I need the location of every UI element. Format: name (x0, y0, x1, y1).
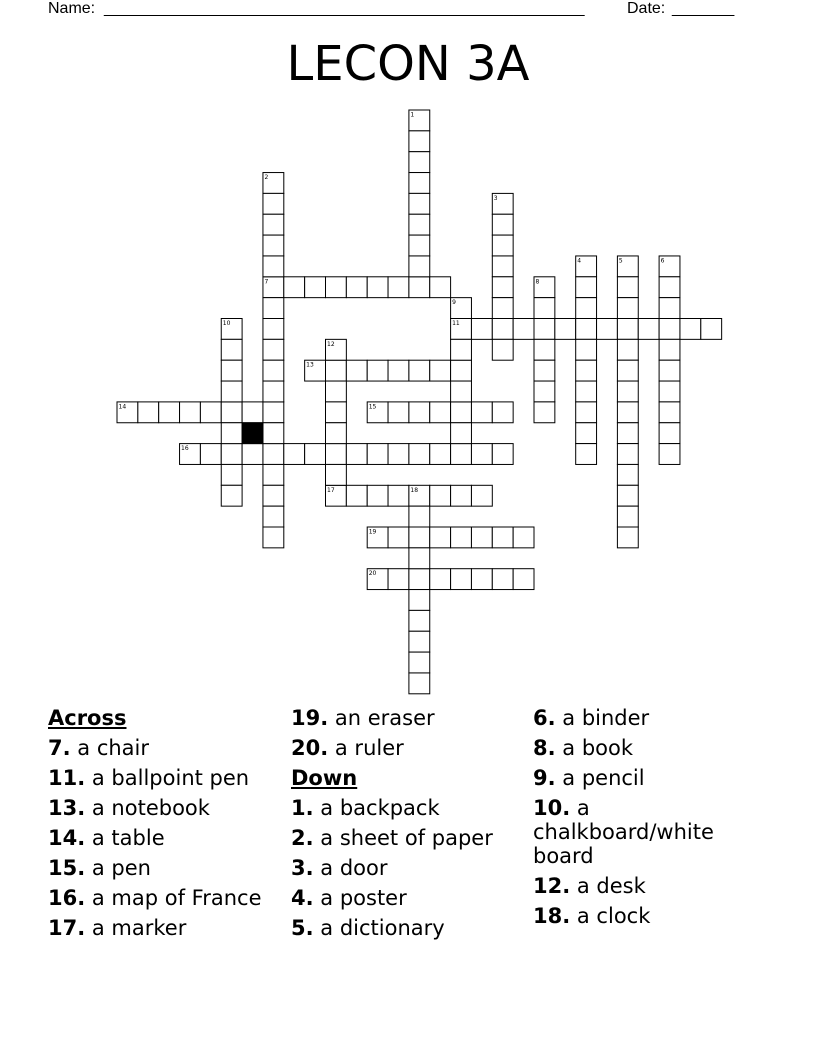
grid-cell[interactable] (263, 444, 284, 465)
grid-cell[interactable] (513, 527, 534, 548)
grid-cell[interactable] (326, 464, 347, 485)
grid-cell[interactable] (617, 402, 638, 423)
grid-cell[interactable] (221, 360, 242, 381)
grid-cell[interactable] (367, 444, 388, 465)
grid-cell[interactable] (367, 527, 388, 548)
grid-cell[interactable] (471, 319, 492, 340)
cell-number: 18 (410, 486, 419, 494)
grid-cell[interactable] (451, 444, 472, 465)
grid-cell[interactable] (409, 485, 430, 506)
grid-cell[interactable] (492, 235, 513, 256)
grid-cell[interactable] (617, 256, 638, 277)
grid-cell[interactable] (263, 339, 284, 360)
grid-cell[interactable] (451, 423, 472, 444)
grid-cell[interactable] (451, 339, 472, 360)
grid-cell[interactable] (576, 256, 597, 277)
grid-cell[interactable] (471, 569, 492, 590)
grid-cell[interactable] (263, 402, 284, 423)
grid-cell[interactable] (346, 444, 367, 465)
grid-cell[interactable] (430, 402, 451, 423)
clue-number: 3. (291, 856, 314, 880)
clue-text: a notebook (91, 796, 210, 820)
clue-number: 4. (291, 886, 314, 910)
clues-column-1 (48, 703, 283, 943)
grid-cell[interactable] (117, 402, 138, 423)
cell-number: 13 (306, 361, 314, 369)
grid-cell[interactable] (263, 235, 284, 256)
down-clue (291, 793, 526, 823)
grid-cell[interactable] (576, 402, 597, 423)
grid-cell[interactable] (221, 423, 242, 444)
grid-cell[interactable] (284, 277, 305, 298)
grid-cell[interactable] (388, 444, 409, 465)
grid-cell[interactable] (346, 485, 367, 506)
grid-cell[interactable] (367, 402, 388, 423)
grid-cell[interactable] (221, 319, 242, 340)
clue-number: 15. (48, 856, 86, 880)
grid-cell[interactable] (409, 235, 430, 256)
clue-number: 7. (48, 736, 71, 760)
grid-cell[interactable] (492, 277, 513, 298)
clues-column-2 (291, 703, 526, 943)
grid-cell[interactable] (534, 298, 555, 319)
grid-cell[interactable] (263, 298, 284, 319)
name-field-line[interactable]: ______________________________________________________ (104, 0, 585, 17)
clue-number: 19. (291, 706, 329, 730)
grid-cell[interactable] (492, 444, 513, 465)
grid-cell[interactable] (430, 485, 451, 506)
clue-number: 8. (533, 736, 556, 760)
grid-cell[interactable] (534, 339, 555, 360)
grid-cell[interactable] (680, 319, 701, 340)
grid-cell[interactable] (659, 256, 680, 277)
clue-number: 14. (48, 826, 86, 850)
grid-cell[interactable] (451, 402, 472, 423)
grid-cell[interactable] (659, 444, 680, 465)
grid-cell[interactable] (388, 402, 409, 423)
across-clue (48, 823, 283, 853)
black-square (242, 423, 263, 444)
cell-number: 19 (368, 528, 377, 536)
grid-cell[interactable] (367, 360, 388, 381)
grid-cell[interactable] (471, 444, 492, 465)
cell-number: 10 (222, 320, 231, 327)
grid-cell[interactable] (305, 277, 326, 298)
grid-cell[interactable] (242, 402, 263, 423)
grid-cell[interactable] (263, 423, 284, 444)
grid-cell[interactable] (305, 360, 326, 381)
grid-cell[interactable] (659, 360, 680, 381)
clue-text: a binder (562, 706, 650, 730)
grid-cell[interactable] (576, 444, 597, 465)
grid-cell[interactable] (617, 485, 638, 506)
down-heading: Down (291, 766, 358, 790)
cell-number: 14 (118, 403, 127, 411)
cell-number: 8 (535, 278, 540, 286)
grid-cell[interactable] (492, 527, 513, 548)
down-clue (291, 823, 526, 853)
grid-cell[interactable] (221, 339, 242, 360)
grid-cell[interactable] (659, 423, 680, 444)
clue-text: a map of France (91, 886, 262, 910)
grid-cell[interactable] (263, 256, 284, 277)
grid-cell[interactable] (701, 319, 722, 340)
grid-cell[interactable] (492, 214, 513, 235)
clue-number: 1. (291, 796, 314, 820)
clue-number: 5. (291, 916, 314, 940)
clue-number: 9. (533, 766, 556, 790)
grid-cell[interactable] (471, 527, 492, 548)
grid-cell[interactable] (430, 444, 451, 465)
clue-text: a sheet of paper (320, 826, 493, 850)
grid-cell[interactable] (388, 360, 409, 381)
down-clue (533, 901, 768, 931)
grid-cell[interactable] (409, 444, 430, 465)
cell-number: 1 (410, 111, 415, 119)
clue-text: a table (91, 826, 165, 850)
grid-cell[interactable] (200, 402, 221, 423)
grid-cell[interactable] (617, 381, 638, 402)
clue-text: a chalkboard/white board (533, 796, 714, 868)
grid-cell[interactable] (180, 444, 201, 465)
grid-cell[interactable] (492, 402, 513, 423)
grid-cell[interactable] (513, 319, 534, 340)
grid-cell[interactable] (409, 631, 430, 652)
clue-number: 18. (533, 904, 571, 928)
grid-cell[interactable] (409, 652, 430, 673)
grid-cell[interactable] (263, 506, 284, 527)
clue-number: 6. (533, 706, 556, 730)
clue-text: a clock (576, 904, 651, 928)
across-clue (48, 763, 283, 793)
grid-cell[interactable] (367, 569, 388, 590)
grid-cell[interactable] (159, 402, 180, 423)
grid-cell[interactable] (492, 319, 513, 340)
grid-cell[interactable] (263, 360, 284, 381)
down-clue (533, 871, 768, 901)
clue-number: 10. (533, 796, 571, 820)
grid-cell[interactable] (409, 569, 430, 590)
clue-text: a chair (77, 736, 150, 760)
grid-cell[interactable] (513, 569, 534, 590)
grid-cell[interactable] (326, 381, 347, 402)
date-field-line[interactable]: _______ (672, 0, 735, 17)
clue-text: a poster (320, 886, 407, 910)
grid-cell[interactable] (221, 444, 242, 465)
cell-number: 11 (452, 320, 460, 327)
page-title: LECON 3A (286, 36, 530, 92)
clue-text: a desk (576, 874, 646, 898)
grid-cell[interactable] (326, 423, 347, 444)
grid-cell[interactable] (409, 506, 430, 527)
grid-cell[interactable] (388, 527, 409, 548)
clue-text: a ruler (334, 736, 404, 760)
grid-cell[interactable] (367, 485, 388, 506)
grid-cell[interactable] (430, 360, 451, 381)
clue-text: an eraser (334, 706, 435, 730)
down-clue (291, 883, 526, 913)
grid-cell[interactable] (346, 277, 367, 298)
clue-text: a door (320, 856, 388, 880)
cell-number: 4 (577, 257, 582, 265)
clue-number: 16. (48, 886, 86, 910)
cell-number: 6 (660, 257, 665, 265)
grid-cell[interactable] (263, 193, 284, 214)
grid-cell[interactable] (242, 444, 263, 465)
grid-cell[interactable] (659, 381, 680, 402)
grid-cell[interactable] (534, 277, 555, 298)
grid-cell[interactable] (367, 277, 388, 298)
grid-cell[interactable] (409, 277, 430, 298)
down-clue (533, 793, 768, 871)
cell-number: 9 (452, 299, 456, 307)
grid-cell[interactable] (659, 339, 680, 360)
grid-cell[interactable] (430, 569, 451, 590)
clue-text: a pen (91, 856, 151, 880)
grid-cell[interactable] (263, 277, 284, 298)
grid-cell[interactable] (492, 569, 513, 590)
grid-cell[interactable] (451, 485, 472, 506)
grid-cell[interactable] (597, 319, 618, 340)
grid-cell[interactable] (409, 402, 430, 423)
grid-cell[interactable] (326, 402, 347, 423)
across-clue (48, 913, 283, 943)
grid-cell[interactable] (576, 339, 597, 360)
grid-cell[interactable] (409, 548, 430, 569)
grid-cell[interactable] (221, 402, 242, 423)
grid-cell[interactable] (451, 381, 472, 402)
clue-number: 17. (48, 916, 86, 940)
grid-cell[interactable] (263, 214, 284, 235)
grid-cell[interactable] (409, 360, 430, 381)
down-clue (533, 703, 768, 733)
down-clue (291, 913, 526, 943)
grid-cell[interactable] (263, 464, 284, 485)
grid-cell[interactable] (638, 319, 659, 340)
cell-number: 20 (368, 570, 377, 578)
grid-cell[interactable] (326, 485, 347, 506)
grid-cell[interactable] (388, 485, 409, 506)
cell-number: 5 (618, 257, 623, 265)
grid-cell[interactable] (617, 277, 638, 298)
clue-number: 11. (48, 766, 86, 790)
cell-number: 2 (264, 174, 269, 182)
grid-cell[interactable] (471, 402, 492, 423)
name-label: Name: (48, 0, 96, 17)
across-clue (291, 733, 526, 763)
grid-cell[interactable] (492, 193, 513, 214)
grid-cell[interactable] (326, 444, 347, 465)
clue-number: 2. (291, 826, 314, 850)
down-clue (533, 733, 768, 763)
grid-cell[interactable] (409, 131, 430, 152)
grid-cell[interactable] (221, 464, 242, 485)
grid-cell[interactable] (659, 277, 680, 298)
grid-cell[interactable] (409, 173, 430, 194)
grid-cell[interactable] (409, 673, 430, 694)
clue-number: 20. (291, 736, 329, 760)
grid-cell[interactable] (430, 527, 451, 548)
grid-cell[interactable] (451, 319, 472, 340)
grid-cell[interactable] (659, 298, 680, 319)
cell-number: 16 (181, 445, 189, 453)
grid-cell[interactable] (221, 381, 242, 402)
date-label: Date: (627, 0, 666, 17)
grid-cell[interactable] (263, 381, 284, 402)
grid-cell[interactable] (576, 381, 597, 402)
grid-cell[interactable] (263, 527, 284, 548)
clue-number: 12. (533, 874, 571, 898)
clue-text: a book (562, 736, 634, 760)
cell-number: 7 (264, 278, 269, 286)
grid-cell[interactable] (305, 444, 326, 465)
grid-cell[interactable] (388, 277, 409, 298)
grid-cell[interactable] (284, 444, 305, 465)
grid-cell[interactable] (409, 590, 430, 611)
grid-cell[interactable] (409, 152, 430, 173)
grid-cell[interactable] (576, 423, 597, 444)
cell-number: 17 (327, 486, 335, 494)
grid-cell[interactable] (617, 464, 638, 485)
grid-cell[interactable] (409, 214, 430, 235)
grid-cell[interactable] (492, 339, 513, 360)
grid-cell[interactable] (138, 402, 159, 423)
clue-text: a ballpoint pen (91, 766, 250, 790)
across-clue (291, 703, 526, 733)
grid-cell[interactable] (451, 298, 472, 319)
clue-text: a backpack (320, 796, 440, 820)
grid-cell[interactable] (326, 360, 347, 381)
grid-cell[interactable] (409, 610, 430, 631)
grid-cell[interactable] (576, 360, 597, 381)
grid-cell[interactable] (326, 277, 347, 298)
grid-cell[interactable] (617, 298, 638, 319)
grid-cell[interactable] (617, 319, 638, 340)
grid-cell[interactable] (534, 381, 555, 402)
across-heading: Across (48, 706, 127, 730)
grid-cell[interactable] (388, 569, 409, 590)
clue-text: a marker (91, 916, 187, 940)
clues-column-3 (533, 703, 768, 931)
clue-number: 13. (48, 796, 86, 820)
clue-text: a dictionary (320, 916, 445, 940)
grid-cell[interactable] (409, 193, 430, 214)
grid-cell[interactable] (221, 485, 242, 506)
grid-cell[interactable] (555, 319, 576, 340)
grid-cell[interactable] (617, 339, 638, 360)
grid-cell[interactable] (534, 360, 555, 381)
grid-cell[interactable] (326, 339, 347, 360)
cell-number: 3 (493, 194, 498, 202)
down-clue (291, 853, 526, 883)
grid-cell[interactable] (263, 173, 284, 194)
across-clue (48, 793, 283, 823)
grid-cell[interactable] (200, 444, 221, 465)
grid-cell[interactable] (409, 256, 430, 277)
grid-cell[interactable] (263, 485, 284, 506)
grid-cell[interactable] (617, 506, 638, 527)
clue-text: a pencil (562, 766, 645, 790)
grid-cell[interactable] (263, 319, 284, 340)
grid-cell[interactable] (409, 527, 430, 548)
grid-cell[interactable] (659, 319, 680, 340)
grid-cell[interactable] (492, 298, 513, 319)
grid-cell[interactable] (451, 527, 472, 548)
grid-cell[interactable] (617, 360, 638, 381)
grid-cell[interactable] (576, 298, 597, 319)
cell-number: 12 (327, 340, 335, 348)
grid-cell[interactable] (576, 319, 597, 340)
grid-cell[interactable] (451, 360, 472, 381)
grid-cell[interactable] (576, 277, 597, 298)
across-clue (48, 853, 283, 883)
grid-cell[interactable] (659, 402, 680, 423)
grid-cell[interactable] (534, 319, 555, 340)
grid-cell[interactable] (617, 527, 638, 548)
grid-cell[interactable] (471, 485, 492, 506)
grid-cell[interactable] (534, 402, 555, 423)
grid-cell[interactable] (430, 277, 451, 298)
across-clue (48, 733, 283, 763)
across-clue (48, 883, 283, 913)
grid-cell[interactable] (180, 402, 201, 423)
grid-cell[interactable] (451, 569, 472, 590)
grid-cell[interactable] (617, 444, 638, 465)
grid-cell[interactable] (409, 110, 430, 131)
grid-cell[interactable] (492, 256, 513, 277)
down-clue (533, 763, 768, 793)
grid-cell[interactable] (617, 423, 638, 444)
cell-number: 15 (368, 403, 377, 411)
grid-cell[interactable] (346, 360, 367, 381)
